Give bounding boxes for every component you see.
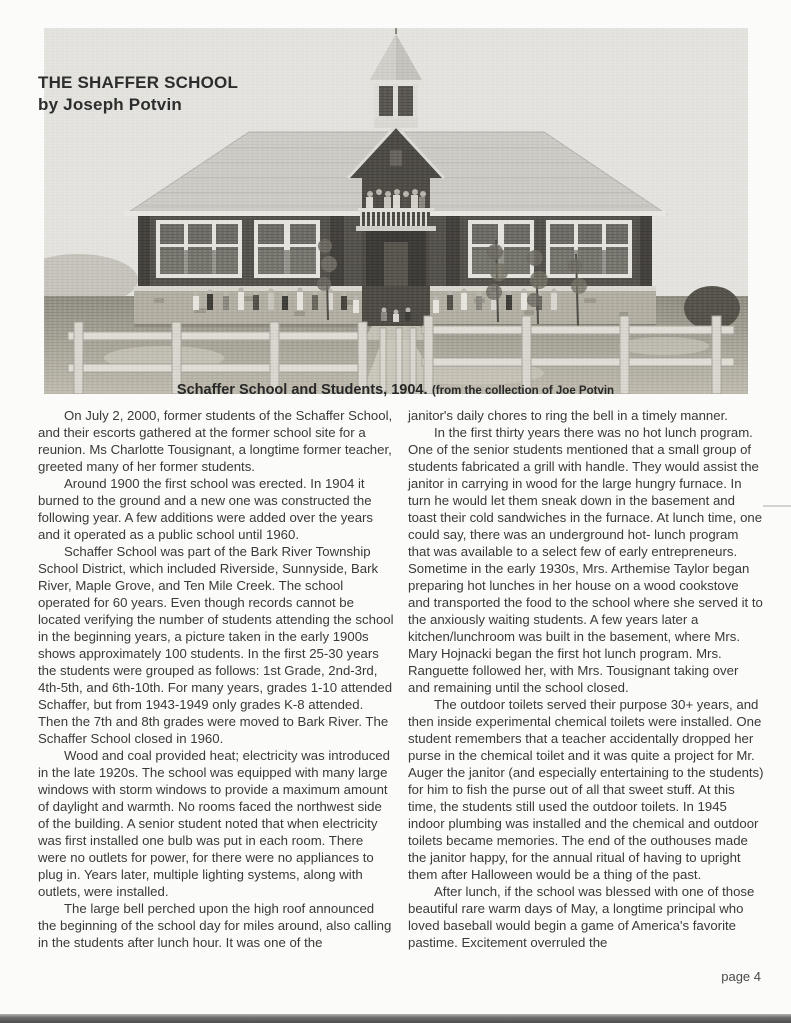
paragraph: The outdoor toilets served their purpose 30+ years, and then inside experimental chemical toilets were installed. One student remembers that a teacher accidentally dropped her purse in the chemical toilet and it was quite a project for Mr. Auger the janitor (and especially entertaining to the students) for him to fish the purse out of all that sweet stuff. At this time, the students still used the outdoor toilets. In 1945 indoor plumbing was installed and the chemical and outdoor toilets became memories. The end of the outhouses made the janitor happy, for the annual ritual of having to upright them after Halloween would be a thing of the past. [408, 697, 764, 882]
right-column [408, 407, 764, 951]
paragraph: janitor's daily chores to ring the bell in a timely manner. [408, 408, 728, 423]
photo-caption-credit: (from the collection of Joe Potvin [431, 385, 615, 397]
paragraph: In the first thirty years there was no hot lunch program. One of the senior students mentioned that a small group of students fabricated a grill with handle. They would assist the janitor in carrying in wood for the large hungry furnace. In turn he would let them sneak down in the basement and toast their cold sandwiches in the furnace. At lunch time, one could say, there was an underground hot- lunch program that was available to a select few of early entrepreneurs. Sometime in the early 1930s, Mrs. Arthemise Taylor began preparing hot lunches in her house on a wood cookstove and transported the food to the school where she served it to the anxiously waiting students. A few years later a kitchen/lunchroom was built in the basement, where Mrs. Mary Hojnacki began the first hot lunch program. Mrs. Ranguette followed her, with Mrs. Tousignant taking over and remaining until the school closed. [408, 425, 763, 695]
photo-caption-title: Schaffer School and Students, 1904. [176, 382, 428, 398]
article-title: THE SHAFFER SCHOOL [38, 73, 239, 92]
balcony-group [356, 189, 436, 286]
left-wing-windows [156, 220, 320, 278]
photo-caption [0, 381, 791, 399]
left-column [38, 407, 394, 951]
paragraph: Schaffer School was part of the Bark River Township School District, which included Riverside, Sunnyside, Bark River, Maple Grove, and Ten Mile Creek. The school operated for 60 years. Even though records cannot be located verifying the number of students attending the school in the beginning years, a picture taken in the early 1900s shows approximately 100 students. In the first 25-30 years the students were grouped as follows: 1st Grade, 2nd-3rd, 4th-5th, and 6th-10th. For many years, grades 1-10 attended Schaffer, but from 1943-1949 only grades K-8 attended. Then the 7th and 8th grades were moved to Bark River. The Schaffer School closed in 1960. [38, 544, 394, 746]
paragraph: After lunch, if the school was blessed with one of those beautiful rare warm days of May, a longtime principal who loved baseball would begin a game of America's favorite pastime. Excitement overruled the [408, 884, 755, 950]
scan-bottom-edge [0, 1014, 791, 1023]
article-body [38, 407, 764, 951]
balcony-floor [356, 226, 436, 231]
paragraph: Around 1900 the first school was erected. In 1904 it burned to the ground and a new one was constructed the following year. A few additions were added over the years and it operated as a public school until 1960. [38, 476, 374, 542]
article-title-block [38, 72, 238, 116]
paragraph: The large bell perched upon the high roof announced the beginning of the school day for miles around, also calling in the students after lunch hour. It was one of the [38, 901, 392, 950]
page-number: page 4 [721, 969, 761, 984]
paragraph: Wood and coal provided heat; electricity was introduced in the late 1920s. The school was equipped with many large windows with storm windows to provide a maximum amount of daylight and warmth. No rooms faced the northwest side of the building. A senior student noted that when electricity was first installed one bulb was put in each room. There were no outlets for power, for there were no appliances to plug in. Years later, multiple lighting systems, along with outlets, were installed. [38, 748, 390, 899]
paragraph: On July 2, 2000, former students of the Schaffer School, and their escorts gathered at the former school site for a reunion. Ms Charlotte Tousignant, a longtime former teacher, greeted many of her former students. [38, 408, 393, 474]
balcony-rail [358, 208, 434, 212]
article-byline: by Joseph Potvin [38, 95, 182, 114]
scan-artifact-mark [763, 505, 791, 523]
snow-patch [619, 337, 709, 355]
entrance-door [384, 242, 408, 286]
